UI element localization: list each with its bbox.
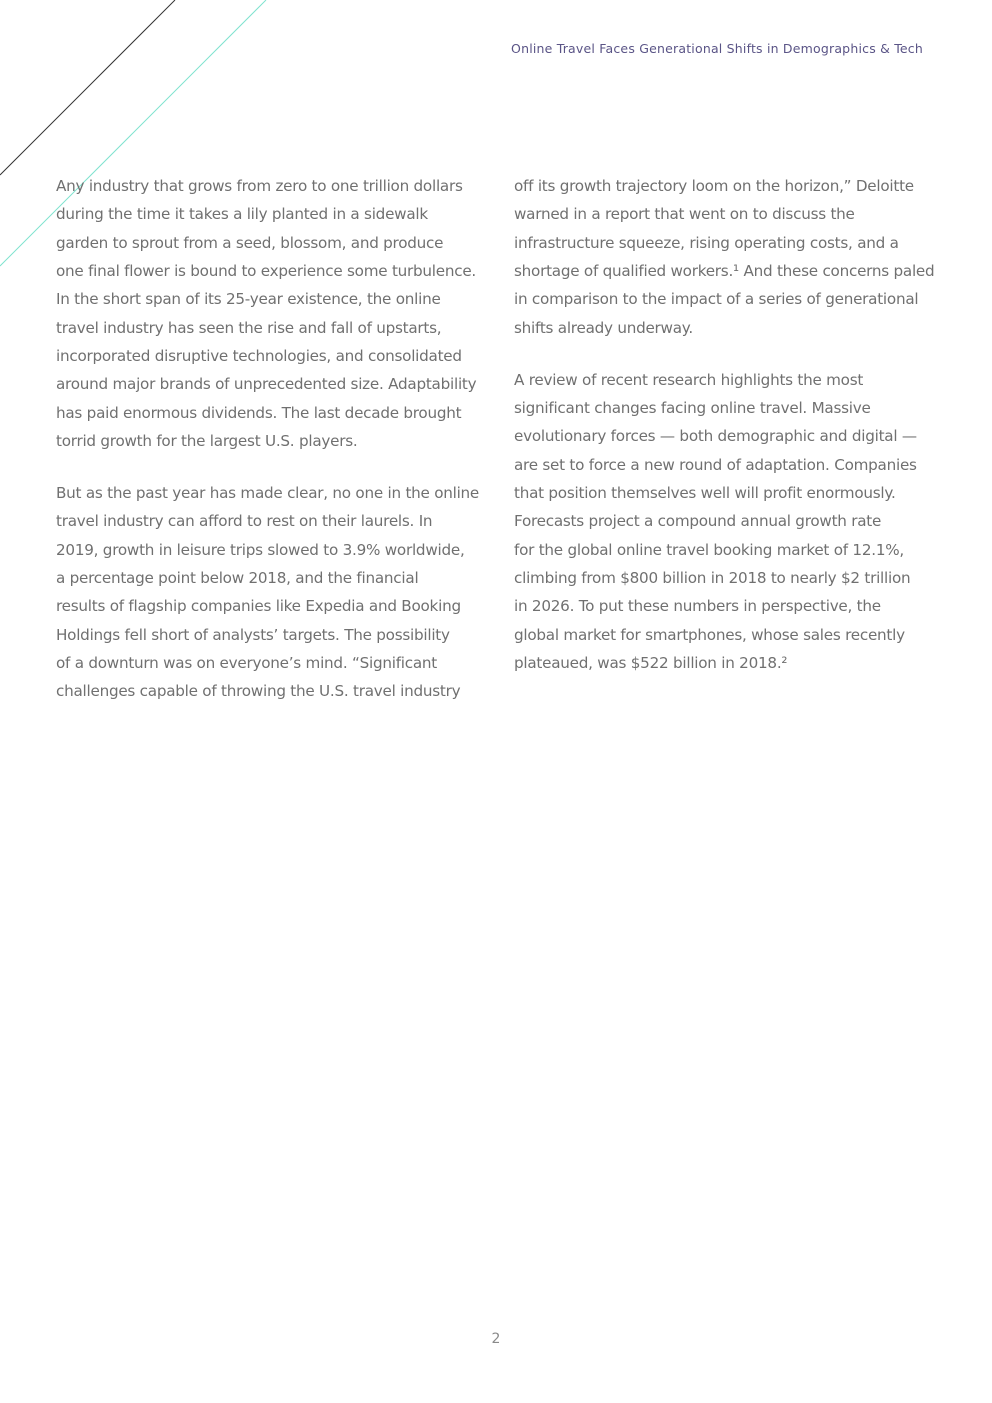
paragraph — [514, 172, 946, 342]
text-line: incorporated disruptive technologies, and consolidated — [56, 347, 462, 366]
text-line: torrid growth for the largest U.S. players. — [56, 432, 358, 451]
text-line: are set to force a new round of adaptation. Companies — [514, 455, 917, 474]
text-line: 2019, growth in leisure trips slowed to 3.9% worldwide, — [56, 540, 465, 559]
paragraph — [56, 172, 488, 455]
text-line: has paid enormous dividends. The last decade brought — [56, 403, 462, 422]
page-number: 2 — [491, 1331, 501, 1347]
paragraph — [56, 479, 488, 706]
text-line: one final flower is bound to experience some turbulence. — [56, 262, 476, 281]
text-line: In the short span of its 25-year existence, the online — [56, 290, 441, 309]
text-line: challenges capable of throwing the U.S. travel industry — [56, 682, 461, 701]
text-line: travel industry has seen the rise and fall of upstarts, — [56, 318, 442, 337]
text-line: But as the past year has made clear, no one in the online — [56, 483, 480, 502]
text-line: A review of recent research highlights the most — [514, 370, 864, 389]
text-line: global market for smartphones, whose sales recently — [514, 625, 905, 644]
running-header-title: Online Travel Faces Generational Shifts in Demographics & Tech — [511, 41, 923, 56]
right-text-column — [514, 172, 946, 701]
text-line: Holdings fell short of analysts’ targets. The possibility — [56, 625, 450, 644]
text-line: evolutionary forces — both demographic and digital — — [514, 427, 917, 446]
text-line: off its growth trajectory loom on the horizon,” Deloitte — [514, 177, 914, 195]
text-line: travel industry can afford to rest on their laurels. In — [56, 512, 433, 531]
text-line: during the time it takes a lily planted in a sidewalk — [56, 205, 428, 224]
text-line: results of flagship companies like Expedia and Booking — [56, 597, 461, 616]
text-line: for the global online travel booking market of 12.1%, — [514, 540, 904, 559]
paragraph — [514, 366, 946, 678]
text-line: of a downturn was on everyone’s mind. “Significant — [56, 654, 437, 672]
text-line: garden to sprout from a seed, blossom, and produce — [56, 233, 444, 252]
text-line: Forecasts project a compound annual growth rate — [514, 512, 882, 531]
text-line: Any industry that grows from zero to one trillion dollars — [56, 177, 463, 195]
left-text-column — [56, 172, 488, 729]
text-line: a percentage point below 2018, and the financial — [56, 568, 419, 587]
text-line: shifts already underway. — [514, 318, 693, 337]
text-line: in 2026. To put these numbers in perspective, the — [514, 597, 881, 616]
dark-diagonal-line — [0, 0, 175, 175]
text-line: around major brands of unprecedented size. Adaptability — [56, 375, 477, 394]
text-line: that position themselves well will profit enormously. — [514, 483, 896, 502]
text-line: warned in a report that went on to discuss the — [514, 205, 855, 224]
text-line: infrastructure squeeze, rising operating costs, and a — [514, 233, 899, 252]
text-line: in comparison to the impact of a series of generational — [514, 290, 919, 309]
text-line: shortage of qualified workers.¹ And these concerns paled — [514, 262, 935, 281]
text-line: plateaued, was $522 billion in 2018.² — [514, 654, 788, 672]
text-line: significant changes facing online travel. Massive — [514, 398, 871, 417]
text-line: climbing from $800 billion in 2018 to nearly $2 trillion — [514, 568, 911, 587]
